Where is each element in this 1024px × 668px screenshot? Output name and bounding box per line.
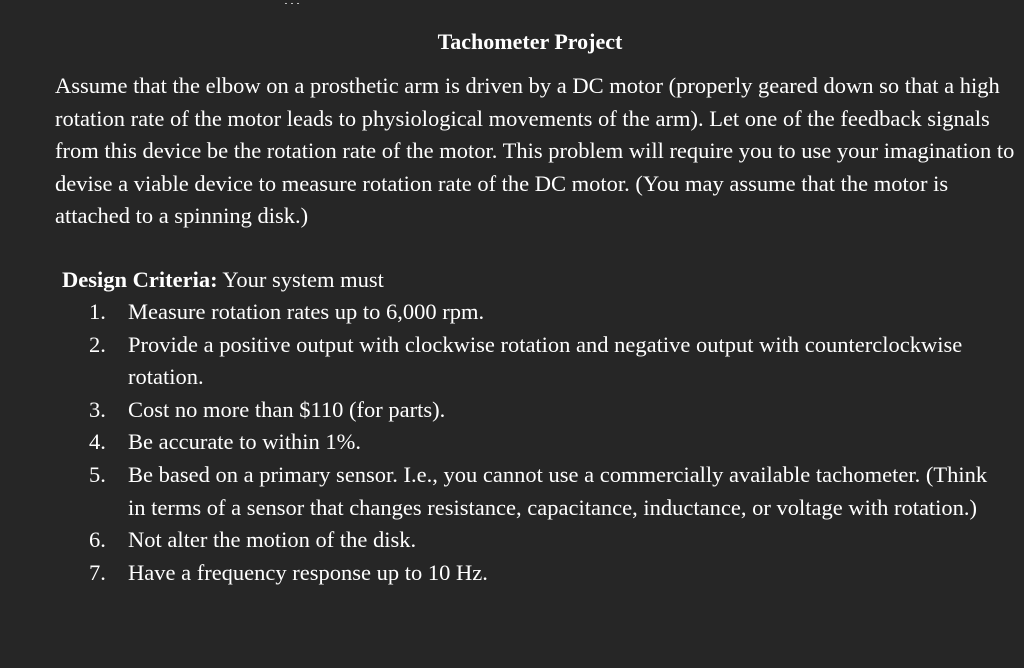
criteria-item-text: Have a frequency response up to 10 Hz. [128,559,488,585]
criteria-item [0,459,1024,524]
criteria-item-number: 3. [89,396,106,422]
design-criteria-list [0,296,1024,589]
criteria-item-text: Be based on a primary sensor. I.e., you cannot use a commercially available tachometer. (Think in terms of a sensor that changes resistance, capacitance, inductance, or voltage with rotation.) [128,461,988,520]
criteria-item-number: 5. [89,461,106,487]
criteria-item-text: Be accurate to within 1%. [128,429,362,455]
criteria-item [0,394,1024,427]
document-title: Tachometer Project [437,29,623,54]
intro-paragraph: Assume that the elbow on a prosthetic arm is driven by a DC motor (properly geared down so that a high rotation rate of the motor leads to physiological movements of the arm). Let one of the feedback signals from this device be the rotation rate of the motor. This problem will require you to use your imagination to devise a viable device to measure rotation rate of the DC motor. (You may assume that the motor is attached to a spinning disk.) [55,73,1015,229]
criteria-item [0,557,1024,590]
design-criteria-label: Design Criteria: [62,267,218,292]
cut-off-text-fragment [283,0,301,4]
criteria-item-number: 1. [89,299,106,324]
criteria-item-number: 7. [89,559,106,585]
criteria-item-text: Not alter the motion of the disk. [128,527,417,553]
criteria-item-number: 2. [89,331,106,357]
design-criteria-lead: Your system must [222,267,384,292]
design-criteria-heading [62,264,384,296]
criteria-item-text: Measure rotation rates up to 6,000 rpm. [128,299,485,324]
criteria-item-text: Cost no more than $110 (for parts). [128,396,446,422]
criteria-item [0,296,1024,329]
criteria-item-number: 4. [89,429,106,455]
criteria-item [0,426,1024,459]
criteria-item [0,524,1024,557]
criteria-item [0,329,1024,394]
criteria-item-number: 6. [89,527,106,553]
criteria-item-text: Provide a positive output with clockwise rotation and negative output with counterclockwise rotation. [128,331,963,390]
